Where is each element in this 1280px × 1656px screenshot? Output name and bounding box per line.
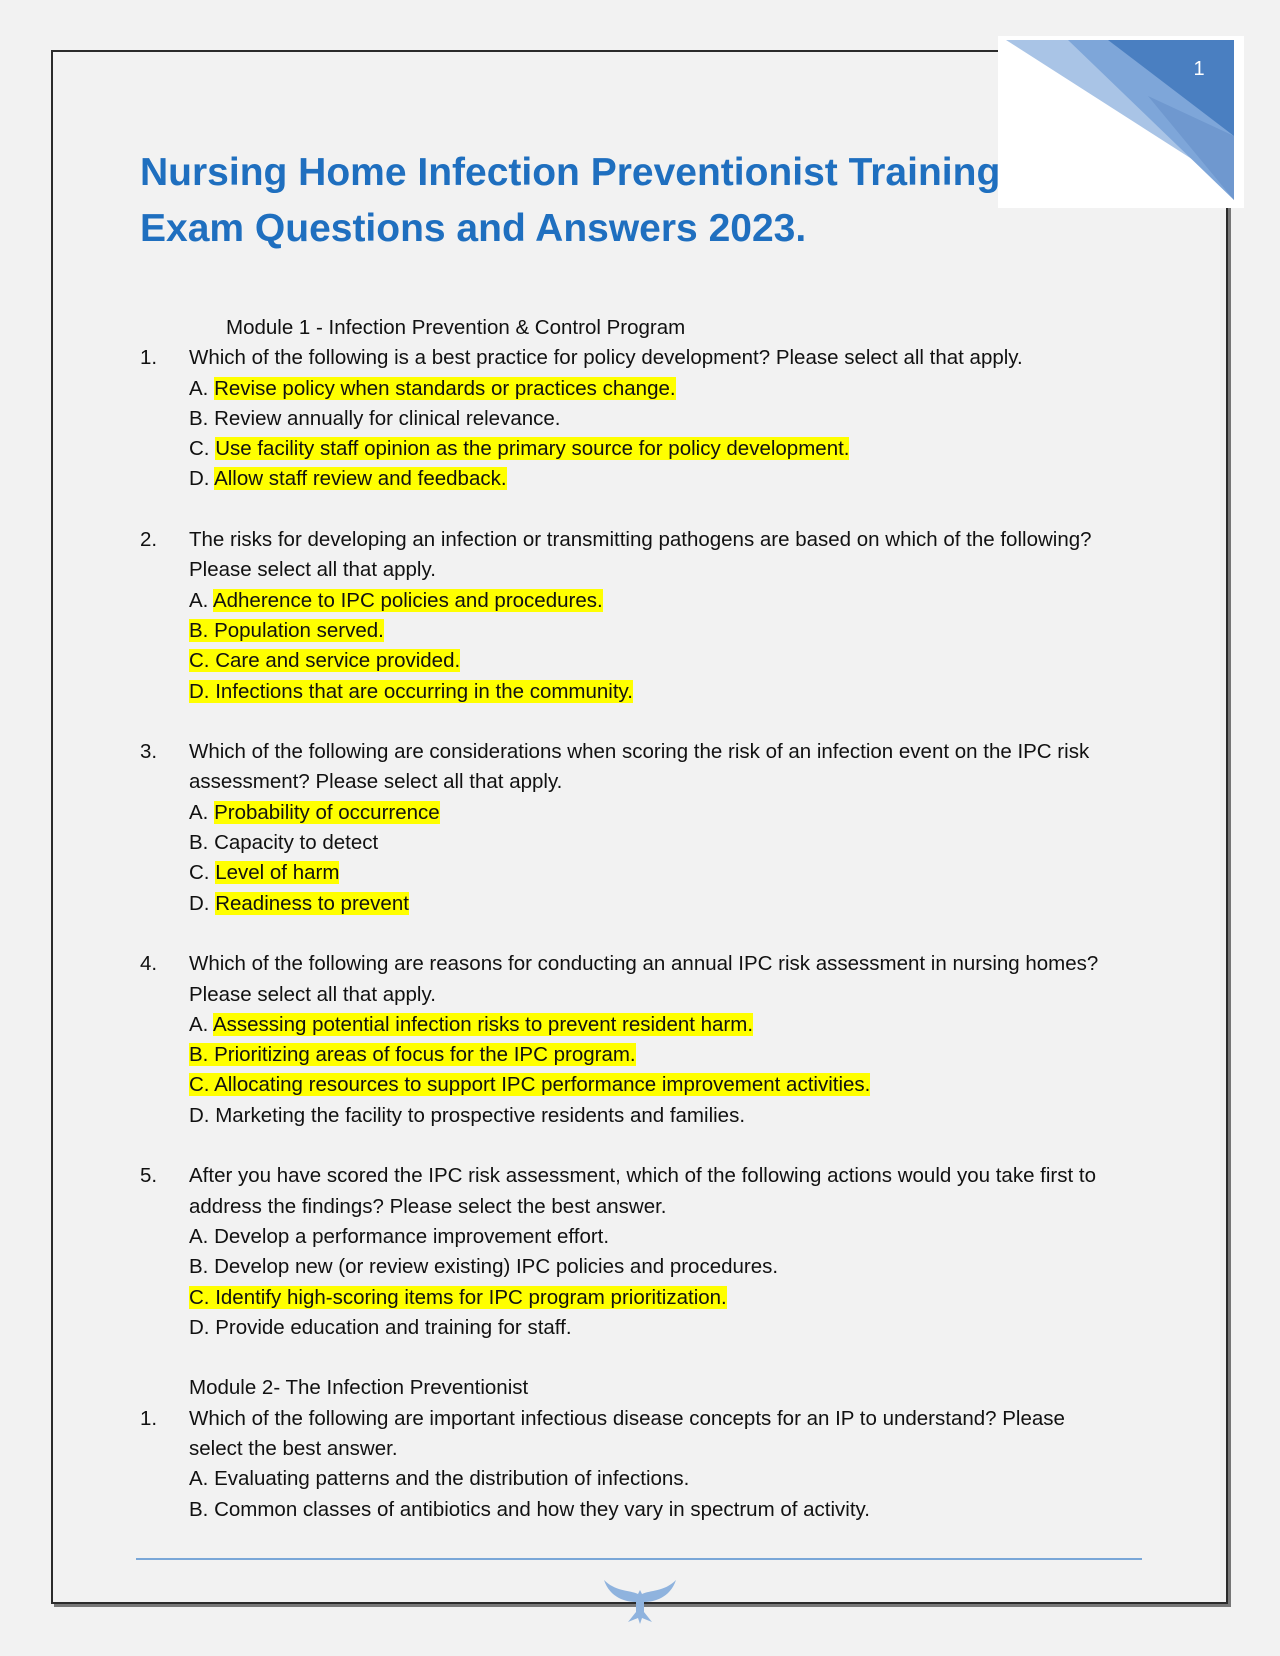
question-text: The risks for developing an infection or transmitting pathogens are based on which of the following? <box>189 528 1092 552</box>
question-text-continued: Please select all that apply. <box>189 982 436 1006</box>
question-text: After you have scored the IPC risk assessment, which of the following actions would you take first to <box>189 1164 1096 1188</box>
option-c <box>140 1070 1140 1100</box>
option-b: B. Review annually for clinical relevance. <box>189 406 561 430</box>
option-a: A. Revise policy when standards or practices change. <box>189 376 676 400</box>
page-number: 1 <box>1193 58 1205 80</box>
answer-highlight: C. Allocating resources to support IPC performance improvement activities. <box>189 1073 871 1097</box>
answer-highlight: D. Infections that are occurring in the community. <box>189 679 633 703</box>
module-1-heading: Module 1 - Infection Prevention & Control Program <box>226 316 686 339</box>
option-b: B. Common classes of antibiotics and how they vary in spectrum of activity. <box>189 1497 870 1521</box>
question-1 <box>140 1404 1140 1434</box>
option-c: C. Level of harm <box>189 861 340 885</box>
option-a: A. Adherence to IPC policies and procedures. <box>189 588 603 612</box>
question-text: Which of the following are important infectious disease concepts for an IP to understand? Please <box>189 1406 1065 1430</box>
question-5 <box>140 1161 1140 1191</box>
option-d <box>140 677 1140 707</box>
question-number: 2. <box>140 528 158 552</box>
question-text-continued: Please select all that apply. <box>189 558 436 582</box>
question-2 <box>140 525 1140 555</box>
answer-highlight: Level of harm <box>215 861 340 885</box>
answer-highlight: Revise policy when standards or practices change. <box>214 376 676 400</box>
option-d: D. Marketing the facility to prospective residents and families. <box>189 1103 746 1127</box>
question-4 <box>140 949 1140 979</box>
footer-divider <box>136 1558 1142 1560</box>
option-c <box>140 1283 1140 1313</box>
question-number: 3. <box>140 740 158 764</box>
question-text-continued: address the findings? Please select the best answer. <box>189 1194 667 1218</box>
bird-logo-icon <box>600 1576 680 1631</box>
question-text-continued: select the best answer. <box>189 1436 398 1460</box>
module-2-heading: Module 2- The Infection Preventionist <box>189 1376 529 1400</box>
question-number: 1. <box>140 1406 158 1430</box>
option-a: A. Probability of occurrence <box>189 800 440 824</box>
option-d: D. Allow staff review and feedback. <box>189 467 507 491</box>
answer-highlight: Readiness to prevent <box>215 891 409 915</box>
answer-highlight: B. Population served. <box>189 618 384 642</box>
question-number: 5. <box>140 1164 158 1188</box>
option-b: B. Capacity to detect <box>189 831 379 855</box>
option-c <box>140 646 1140 676</box>
answer-highlight: Assessing potential infection risks to prevent resident harm. <box>212 1012 754 1036</box>
option-d: D. Readiness to prevent <box>189 891 409 915</box>
option-b: B. Develop new (or review existing) IPC policies and procedures. <box>189 1255 779 1279</box>
question-text: Which of the following are reasons for conducting an annual IPC risk assessment in nursing homes? <box>189 952 1099 976</box>
question-text: Which of the following are considerations when scoring the risk of an infection event on the IPC risk <box>189 740 1090 764</box>
option-a: A. Evaluating patterns and the distribution of infections. <box>189 1467 690 1491</box>
answer-highlight: C. Care and service provided. <box>189 649 461 673</box>
option-a: A. Develop a performance improvement effort. <box>189 1224 610 1248</box>
answer-highlight: Probability of occurrence <box>214 800 440 824</box>
option-c: C. Use facility staff opinion as the primary source for policy development. <box>189 437 850 461</box>
option-d: D. Provide education and training for staff. <box>189 1315 572 1339</box>
answer-highlight: Allow staff review and feedback. <box>214 467 507 491</box>
answer-highlight: C. Identify high-scoring items for IPC program prioritization. <box>189 1285 727 1309</box>
option-b <box>140 616 1140 646</box>
question-text-continued: assessment? Please select all that apply. <box>189 770 563 794</box>
document-body <box>140 313 1140 1525</box>
answer-highlight: Adherence to IPC policies and procedures. <box>212 588 603 612</box>
question-1 <box>140 343 1140 373</box>
answer-highlight: B. Prioritizing areas of focus for the IPC program. <box>189 1043 636 1067</box>
question-number: 1. <box>140 346 158 370</box>
option-a: A. Assessing potential infection risks to prevent resident harm. <box>189 1012 754 1036</box>
answer-highlight: Use facility staff opinion as the primary source for policy development. <box>215 437 850 461</box>
question-3 <box>140 737 1140 767</box>
question-text: Which of the following is a best practice for policy development? Please select all that apply. <box>189 346 1023 370</box>
document-title: Nursing Home Infection Preventionist Training Exam Questions and Answers 2023. <box>140 151 1001 250</box>
question-number: 4. <box>140 952 158 976</box>
option-b <box>140 1040 1140 1070</box>
